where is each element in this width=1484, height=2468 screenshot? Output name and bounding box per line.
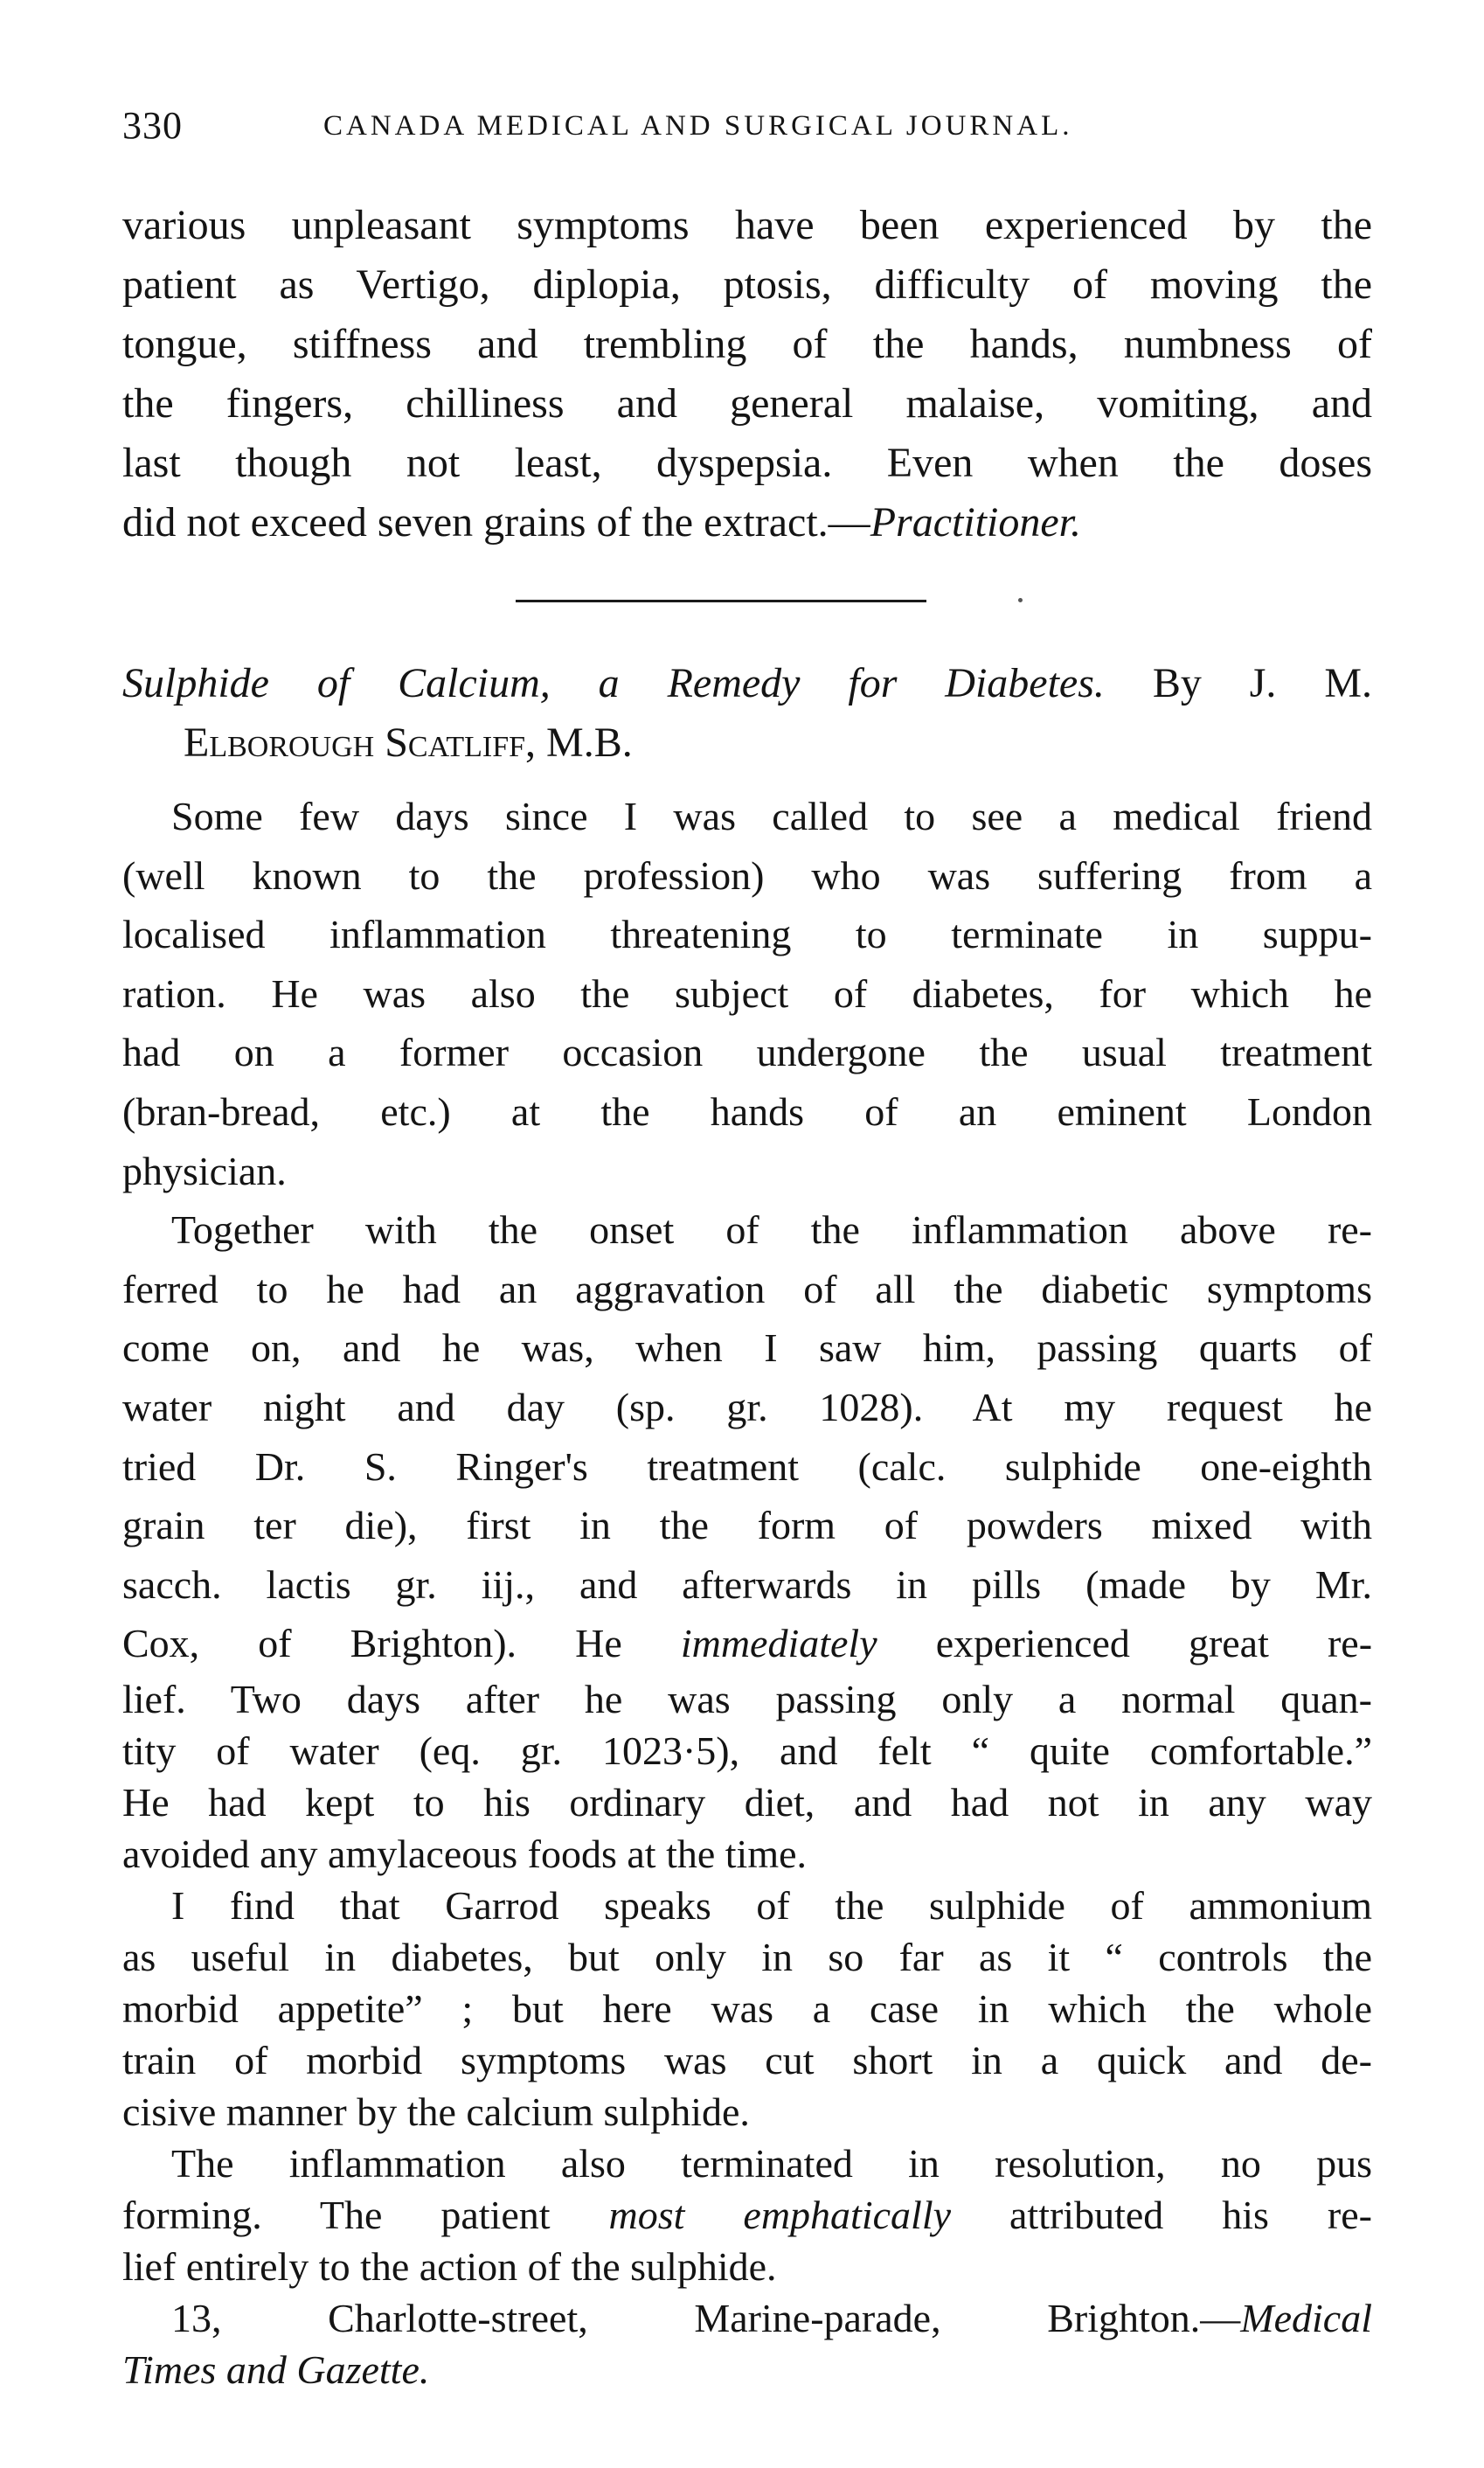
journal-title: CANADA MEDICAL AND SURGICAL JOURNAL. — [323, 110, 1073, 142]
text-fragment: experienced great re- — [877, 1621, 1373, 1666]
address: 13, Charlotte-street, Marine-parade, Brighton.— — [171, 2296, 1241, 2340]
text-line: I find that Garrod speaks of the sulphide of ammonium — [171, 1883, 1372, 1928]
text-line: Some few days since I was called to see a medical friend — [171, 794, 1372, 838]
text-line: tity of water (eq. gr. 1023·5), and felt “ quite comfortable.” — [122, 1728, 1372, 1773]
article-body — [122, 787, 1372, 1673]
text-line: sacch. lactis gr. iij., and afterwards in pills (made by Mr. — [122, 1561, 1372, 1607]
text-line — [122, 1614, 1372, 1673]
text-line: lief entirely to the action of the sulphide. — [122, 2244, 777, 2289]
emphasis: immediately — [680, 1621, 877, 1666]
text-line — [122, 493, 1372, 553]
text-line: ferred to he had an aggravation of all the diabetic symptoms — [122, 1266, 1372, 1311]
text-line: train of morbid symptoms was cut short in a quick and de- — [122, 2038, 1372, 2082]
emphasis: most emphatically — [608, 2193, 952, 2237]
article-byline: By J. M. — [1152, 660, 1373, 706]
divider-dot — [1018, 598, 1023, 602]
page-number: 330 — [122, 104, 183, 147]
text-fragment: did not exceed seven grains of the extract.— — [122, 499, 870, 546]
article-heading — [122, 654, 1372, 773]
text-line: ration. He was also the subject of diabetes, for which he — [122, 970, 1372, 1016]
article-body-continued — [122, 1673, 1372, 2395]
text-fragment: attributed his re- — [951, 2193, 1372, 2237]
article-title: Sulphide of Calcium, a Remedy for Diabetes. — [122, 660, 1105, 706]
text-line: (well known to the profession) who was suffering from a — [122, 852, 1372, 898]
text-line: various unpleasant symptoms have been experienced by the — [122, 202, 1372, 248]
text-line: had on a former occasion undergone the usual treatment — [122, 1030, 1372, 1075]
text-line: localised inflammation threatening to terminate in suppu- — [122, 912, 1372, 957]
text-line: He had kept to his ordinary diet, and had not in any way — [122, 1780, 1372, 1825]
running-head — [122, 103, 1372, 156]
text-line: The inflammation also terminated in resolution, no pus — [171, 2141, 1372, 2186]
text-line: tried Dr. S. Ringer's treatment (calc. sulphide one-eighth — [122, 1443, 1372, 1489]
text-line: (bran-bread, etc.) at the hands of an eminent London — [122, 1088, 1372, 1134]
text-line: come on, and he was, when I saw him, passing quarts of — [122, 1325, 1372, 1371]
text-line: as useful in diabetes, but only in so far as it “ controls the — [122, 1935, 1372, 1979]
text-line: the fingers, chilliness and general malaise, vomiting, and — [122, 380, 1372, 427]
section-divider — [516, 600, 926, 602]
text-fragment: Cox, of Brighton). He — [122, 1621, 681, 1666]
text-line: water night and day (sp. gr. 1028). At my request he — [122, 1384, 1372, 1429]
text-line: physician. — [122, 1148, 287, 1193]
text-line: tongue, stiffness and trembling of the hands, numbness of — [122, 321, 1372, 367]
source-line — [122, 2344, 1372, 2395]
source-citation: Medical — [1240, 2296, 1372, 2340]
source-citation: Practitioner. — [870, 499, 1081, 546]
text-line: Together with the onset of the inflammation above re- — [171, 1207, 1372, 1253]
text-line: grain ter die), first in the form of powders mixed with — [122, 1503, 1372, 1548]
source-citation: Times and Gazette. — [122, 2347, 430, 2392]
intro-excerpt — [122, 196, 1372, 553]
text-line: avoided any amylaceous foods at the time. — [122, 1832, 808, 1876]
address-line — [122, 2292, 1372, 2344]
text-fragment: forming. The patient — [122, 2193, 609, 2237]
text-line: last though not least, dyspepsia. Even when the doses — [122, 440, 1372, 486]
text-line — [122, 2189, 1372, 2241]
article-author: Elborough Scatliff, M.B. — [184, 720, 633, 766]
article-title-line — [122, 654, 1372, 713]
text-line: morbid appetite” ; but here was a case in which the whole — [122, 1986, 1372, 2031]
text-line: patient as Vertigo, diplopia, ptosis, difficulty of moving the — [122, 261, 1372, 308]
text-line: cisive manner by the calcium sulphide. — [122, 2089, 750, 2134]
text-line: lief. Two days after he was passing only a normal quan- — [122, 1677, 1372, 1721]
